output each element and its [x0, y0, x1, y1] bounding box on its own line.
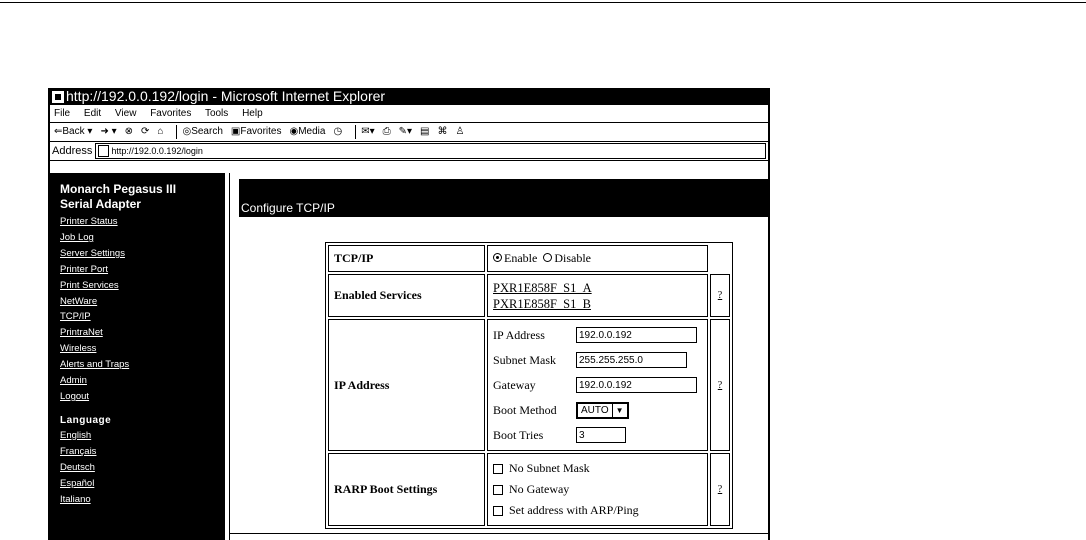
back-button[interactable]: ⇐ Back ▾	[54, 123, 92, 141]
sidebar-item-server-settings[interactable]: Server Settings	[60, 247, 125, 259]
ip-section-label: IP Address	[328, 319, 485, 451]
boot-method-select[interactable]	[576, 402, 629, 419]
sidebar-item-job-log[interactable]: Job Log	[60, 231, 94, 243]
sidebar-item-wireless[interactable]: Wireless	[60, 343, 97, 355]
language-italian[interactable]: Italiano	[60, 493, 91, 505]
mail-icon: ✉	[361, 126, 370, 137]
boot-method-label: Boot Method	[493, 402, 557, 417]
messenger-icon: ♙	[455, 126, 465, 137]
service-link-b[interactable]: PXR1E858F_S1_B	[493, 296, 591, 311]
menu-view[interactable]: View	[114, 108, 137, 119]
forward-button[interactable]: ➜ ▾	[100, 123, 116, 141]
page-banner	[239, 179, 769, 217]
search-button[interactable]: ◎ Search	[182, 123, 222, 141]
gateway-label: Gateway	[493, 377, 536, 392]
tcpip-config-table	[325, 242, 733, 529]
language-french[interactable]: Français	[60, 445, 97, 457]
sidebar-item-logout[interactable]: Logout	[60, 390, 90, 402]
boot-tries-row	[493, 423, 702, 448]
messenger-button[interactable]	[455, 123, 464, 141]
menu-favorites[interactable]: Favorites	[150, 108, 192, 119]
sidebar-item-printer-port[interactable]: Printer Port	[60, 263, 109, 275]
favorites-icon: ▣	[230, 126, 241, 137]
services-label: Enabled Services	[328, 274, 485, 317]
toolbar-separator	[355, 125, 356, 139]
product-title: Monarch Pegasus III Serial Adapter	[60, 182, 177, 211]
page-title: Configure TCP/IP	[241, 201, 335, 215]
ip-address-input[interactable]: 192.0.0.192	[576, 327, 697, 343]
rarp-help-link[interactable]: ?	[710, 453, 730, 526]
table-row	[328, 319, 730, 451]
stop-icon: ⊗	[124, 126, 134, 137]
arp-ping-checkbox[interactable]: Set address with ARP/Ping	[493, 500, 702, 521]
content-bottom-rule	[229, 533, 768, 534]
page-icon	[98, 145, 109, 157]
window-title: http://192.0.0.192/login - Microsoft Internet Explorer	[66, 88, 386, 104]
research-button[interactable]	[437, 123, 447, 141]
history-icon: ◷	[333, 126, 343, 137]
toolbar-separator	[176, 125, 177, 139]
disable-radio[interactable]: Disable	[543, 251, 591, 265]
table-row	[328, 245, 730, 272]
checkbox-icon	[493, 485, 503, 495]
ie-page-icon	[52, 91, 64, 103]
edit-icon: ✎	[398, 126, 407, 137]
services-list	[487, 274, 708, 317]
language-title: Language	[60, 414, 112, 426]
frame-divider	[229, 173, 230, 540]
search-icon: ◎	[182, 126, 192, 137]
menu-file[interactable]: File	[54, 108, 71, 119]
rarp-settings	[487, 453, 708, 526]
gateway-row	[493, 373, 702, 398]
menu-help[interactable]: Help	[242, 108, 263, 119]
media-icon: ◉	[289, 126, 299, 137]
discuss-button[interactable]	[420, 123, 429, 141]
subnet-row	[493, 348, 702, 373]
boot-method-value: AUTO	[581, 404, 609, 416]
radio-selected-icon	[493, 253, 502, 262]
refresh-icon: ⟳	[141, 126, 150, 137]
services-help-link[interactable]: ?	[710, 274, 730, 317]
main-content	[229, 173, 768, 540]
boot-tries-input[interactable]: 3	[576, 427, 626, 443]
radio-empty-icon	[543, 253, 552, 262]
ip-help-link[interactable]: ?	[710, 319, 730, 451]
empty-cell	[710, 245, 730, 272]
language-links	[60, 428, 225, 508]
table-row	[328, 274, 730, 317]
tcpip-toggle	[487, 245, 708, 272]
language-german[interactable]: Deutsch	[60, 461, 95, 473]
enable-radio[interactable]: Enable	[493, 251, 537, 265]
address-input[interactable]	[95, 143, 766, 159]
menu-edit[interactable]: Edit	[83, 108, 102, 119]
language-english[interactable]: English	[60, 429, 92, 441]
boot-tries-label: Boot Tries	[493, 427, 544, 442]
sidebar-item-admin[interactable]: Admin	[60, 375, 87, 387]
print-icon: ⎙	[382, 126, 391, 137]
sidebar-links	[60, 214, 225, 405]
home-button[interactable]	[157, 123, 163, 141]
chevron-down-icon: ▼	[612, 404, 627, 417]
history-button[interactable]	[333, 123, 342, 141]
favorites-button[interactable]: ▣ Favorites	[231, 123, 282, 141]
forward-arrow-icon: ➜	[100, 126, 109, 137]
checkbox-icon	[493, 506, 503, 516]
browser-window	[48, 88, 770, 540]
address-label: Address	[52, 145, 93, 157]
home-icon: ⌂	[157, 126, 164, 137]
sidebar-item-printer-status[interactable]: Printer Status	[60, 216, 118, 227]
discuss-icon: ▤	[420, 126, 430, 137]
no-subnet-checkbox[interactable]: No Subnet Mask	[493, 458, 702, 479]
no-gateway-checkbox[interactable]: No Gateway	[493, 479, 702, 500]
research-icon: ⌘	[437, 126, 448, 137]
menu-tools[interactable]: Tools	[204, 108, 229, 119]
table-row	[328, 453, 730, 526]
subnet-mask-label: Subnet Mask	[493, 352, 556, 367]
title-bar	[50, 88, 768, 105]
language-spanish[interactable]: Español	[60, 477, 95, 489]
back-arrow-icon: ⇐	[54, 126, 63, 137]
service-link-a[interactable]: PXR1E858F_S1_A	[493, 280, 592, 295]
sidebar-item-printranet[interactable]: PrintraNet	[60, 327, 103, 339]
subnet-mask-input[interactable]: 255.255.255.0	[576, 352, 687, 368]
top-rule	[0, 2, 1086, 3]
address-url: http://192.0.0.192/login	[111, 146, 203, 156]
print-button[interactable]	[383, 123, 391, 141]
mail-button[interactable]: ✉ ▾	[361, 123, 374, 141]
sidebar	[50, 173, 225, 540]
toolbar	[50, 123, 768, 142]
sidebar-item-tcpip[interactable]: TCP/IP	[60, 311, 91, 323]
refresh-button[interactable]	[141, 123, 149, 141]
sidebar-item-netware[interactable]: NetWare	[60, 295, 98, 307]
stop-button[interactable]	[125, 123, 133, 141]
edit-button[interactable]: ✎ ▾	[399, 123, 412, 141]
rarp-label: RARP Boot Settings	[328, 453, 485, 526]
sidebar-item-alerts-traps[interactable]: Alerts and Traps	[60, 359, 130, 371]
tcpip-label: TCP/IP	[328, 245, 485, 272]
ip-address-row	[493, 323, 702, 348]
ip-settings	[487, 319, 708, 451]
boot-method-row	[493, 398, 702, 423]
gateway-input[interactable]: 192.0.0.192	[576, 377, 697, 393]
media-button[interactable]: ◉ Media	[289, 123, 325, 141]
address-bar	[50, 142, 768, 161]
sidebar-item-print-services[interactable]: Print Services	[60, 279, 119, 291]
ip-address-label: IP Address	[493, 327, 545, 342]
menu-bar	[50, 105, 768, 123]
checkbox-icon	[493, 464, 503, 474]
